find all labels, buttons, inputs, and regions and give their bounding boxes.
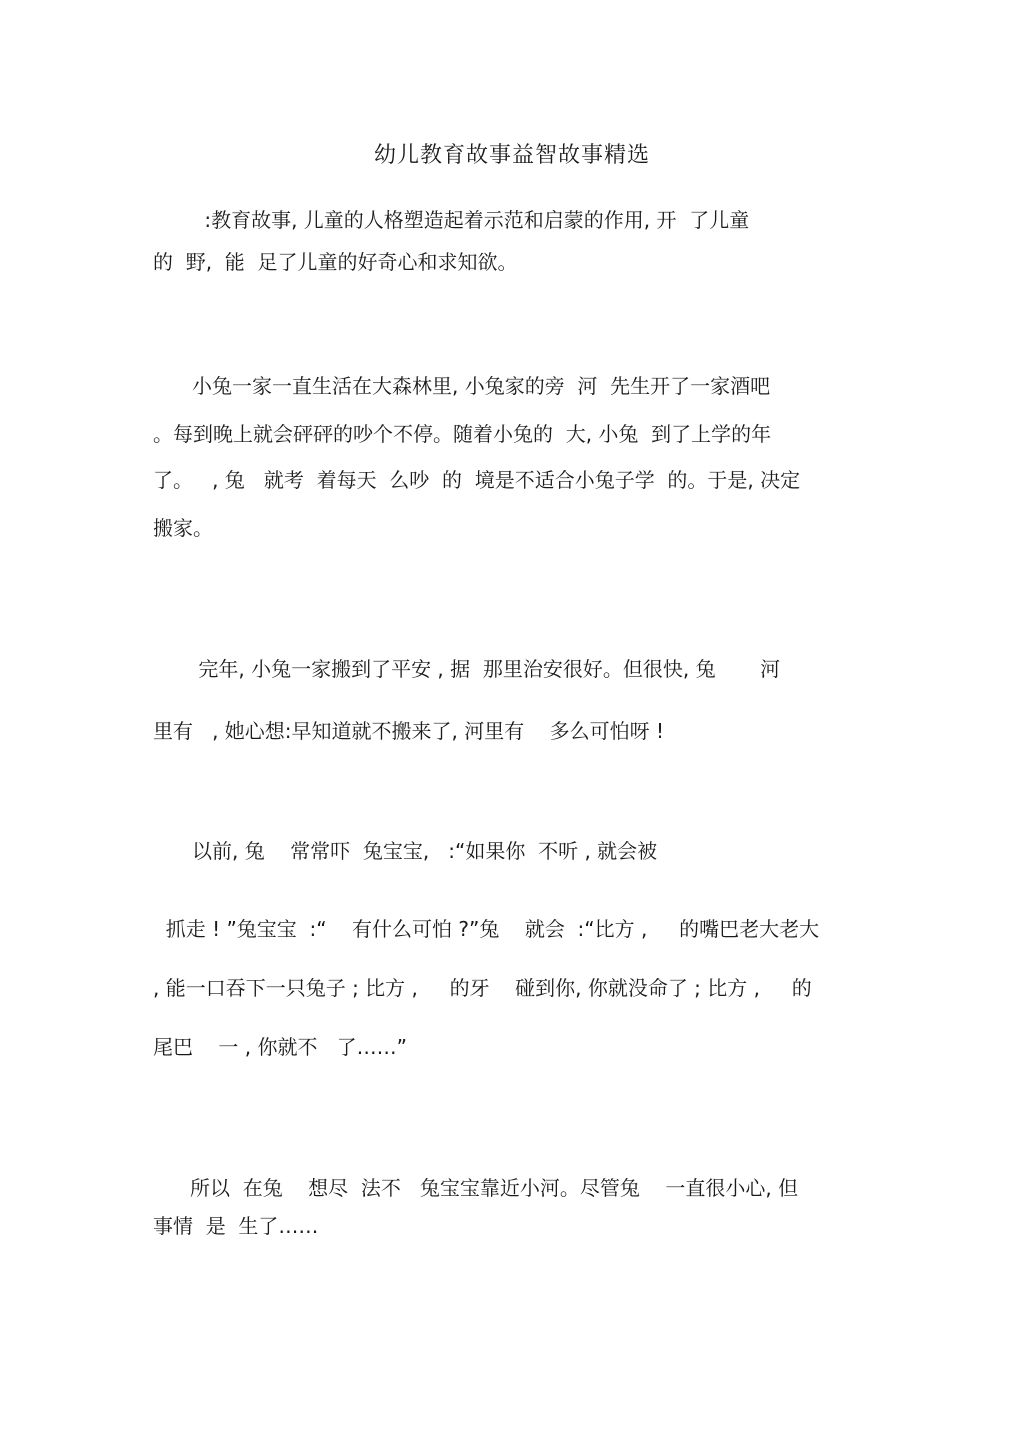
paragraph-1-line-1: :教育故事, 儿童的人格塑造起着示范和启蒙的作用, 开 了儿童 [198, 208, 750, 232]
paragraph-2-line-3: 了。 , 兔 就考 着每天 么吵 的 境是不适合小兔子学 的。于是, 决定 [153, 468, 801, 492]
paragraph-4-line-4: 尾巴 一 , 你就不 了……” [153, 1035, 407, 1059]
paragraph-4-line-1: 以前, 兔 常常吓 兔宝宝, :“如果你 不听 , 就会被 [192, 839, 658, 863]
document-title: 幼儿教育故事益智故事精选 [373, 143, 650, 168]
paragraph-5-line-2: 事情 是 生了…… [153, 1214, 319, 1238]
paragraph-4-line-3: , 能一口吞下一只兔子 ; 比方 , 的牙 碰到你, 你就没命了 ; 比方 , 的 [153, 976, 812, 1000]
paragraph-3-line-2: 里有 , 她心想:早知道就不搬来了, 河里有 多么可怕呀 ! [153, 719, 665, 743]
paragraph-5-line-1: 所以 在兔 想尽 法不 兔宝宝靠近小河。尽管兔 一直很小心, 但 [190, 1176, 799, 1200]
paragraph-2-line-2: 。每到晚上就会砰砰的吵个不停。随着小兔的 大, 小兔 到了上学的年 [153, 422, 772, 446]
paragraph-3-line-1: 完年, 小兔一家搬到了平安 , 据 那里治安很好。但很快, 兔 河 [192, 657, 781, 681]
paragraph-2-line-4: 搬家。 [153, 516, 213, 540]
paragraph-4-line-2: 抓走 ! ”兔宝宝 :“ 有什么可怕 ?”兔 就会 :“比方 , 的嘴巴老大老大 [153, 917, 820, 941]
paragraph-1-line-2: 的 野, 能 足了儿童的好奇心和求知欲。 [153, 250, 518, 274]
paragraph-2-line-1: 小兔一家一直生活在大森林里, 小兔家的旁 河 先生开了一家酒吧 [192, 374, 771, 398]
